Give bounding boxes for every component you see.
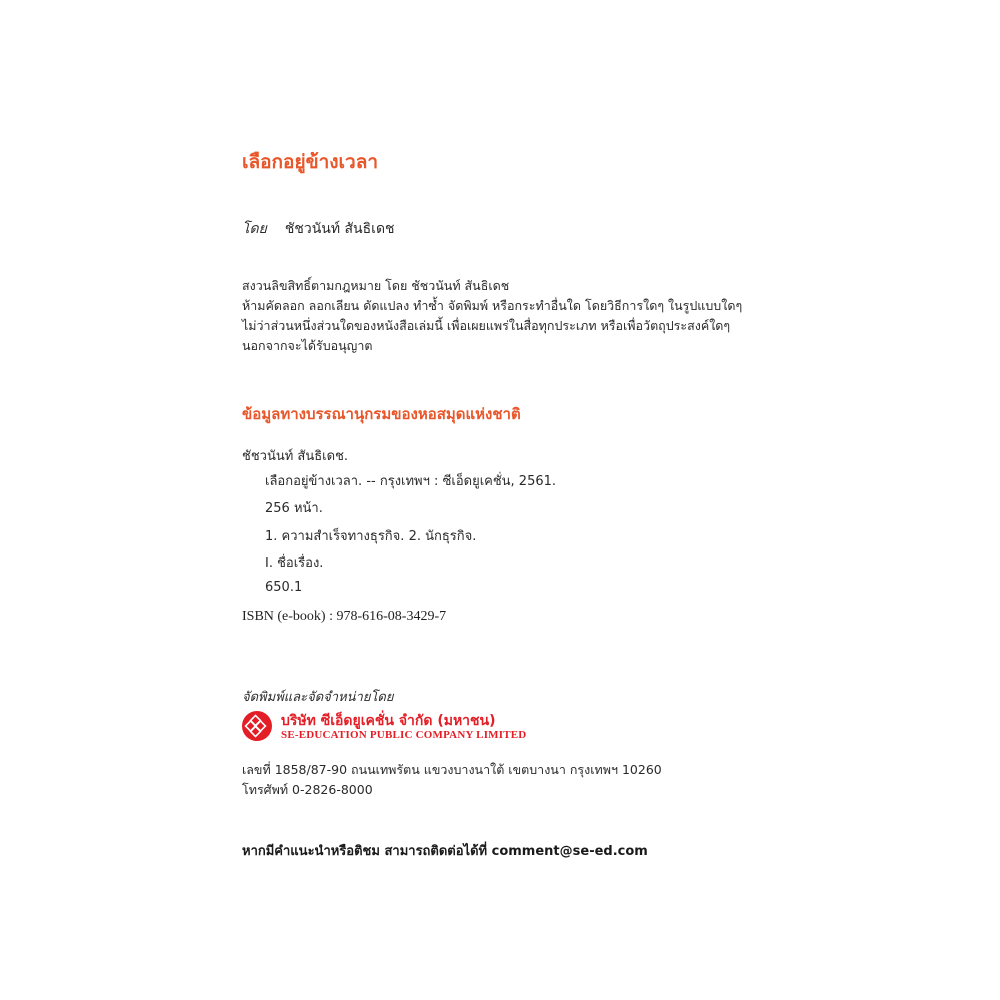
isbn: ISBN (e-book) : 978-616-08-3429-7: [242, 609, 447, 624]
copyright-notice: [242, 276, 742, 356]
publisher-address-block: [242, 760, 662, 800]
cip-pages: 256 หน้า.: [265, 501, 323, 516]
company-name-english: SE-EDUCATION PUBLIC COMPANY LIMITED: [281, 729, 527, 741]
copyright-line: ห้ามคัดลอก ลอกเลียน ดัดแปลง ทำซ้ำ จัดพิมพ์ หรือกระทำอื่นใด โดยวิธีการใดๆ ในรูปแบบใดๆ: [242, 298, 743, 313]
by-label: โดย: [242, 221, 267, 237]
cip-title-entry: I. ชื่อเรื่อง.: [265, 556, 324, 571]
cip-author: ชัชวนันท์ สันธิเดช.: [242, 449, 349, 464]
company-name-thai: บริษัท ซีเอ็ดยูเคชั่น จำกัด (มหาชน): [281, 713, 496, 729]
publisher-label: จัดพิมพ์และจัดจำหน่ายโดย: [242, 690, 394, 705]
book-title: เลือกอยู่ข้างเวลา: [242, 151, 379, 173]
cip-title-line: เลือกอยู่ข้างเวลา. -- กรุงเทพฯ : ซีเอ็ดยูเคชั่น, 2561.: [265, 474, 557, 489]
se-ed-logo-icon: [242, 711, 272, 741]
copyright-line: ไม่ว่าส่วนหนึ่งส่วนใดของหนังสือเล่มนี้ เพื่อเผยแพร่ในสื่อทุกประเภท หรือเพื่อวัตถุประสงค์ใดๆ: [242, 318, 731, 333]
cip-classification: 650.1: [265, 580, 303, 595]
cip-subjects: 1. ความสำเร็จทางธุรกิจ. 2. นักธุรกิจ.: [265, 529, 477, 544]
publisher-address: เลขที่ 1858/87-90 ถนนเทพรัตน แขวงบางนาใต้ เขตบางนา กรุงเทพฯ 10260: [242, 762, 662, 777]
copyright-line: สงวนลิขสิทธิ์ตามกฎหมาย โดย ชัชวนันท์ สันธิเดช: [242, 278, 510, 293]
author-name: ชัชวนันท์ สันธิเดช: [284, 221, 395, 237]
cip-heading: ข้อมูลทางบรรณานุกรมของหอสมุดแห่งชาติ: [242, 405, 521, 423]
feedback-contact: หากมีคำแนะนำหรือติชม สามารถติดต่อได้ที่ comment@se-ed.com: [242, 844, 648, 859]
publisher-phone: โทรศัพท์ 0-2826-8000: [242, 782, 373, 797]
copyright-line: นอกจากจะได้รับอนุญาต: [242, 338, 373, 353]
byline: [242, 218, 395, 240]
